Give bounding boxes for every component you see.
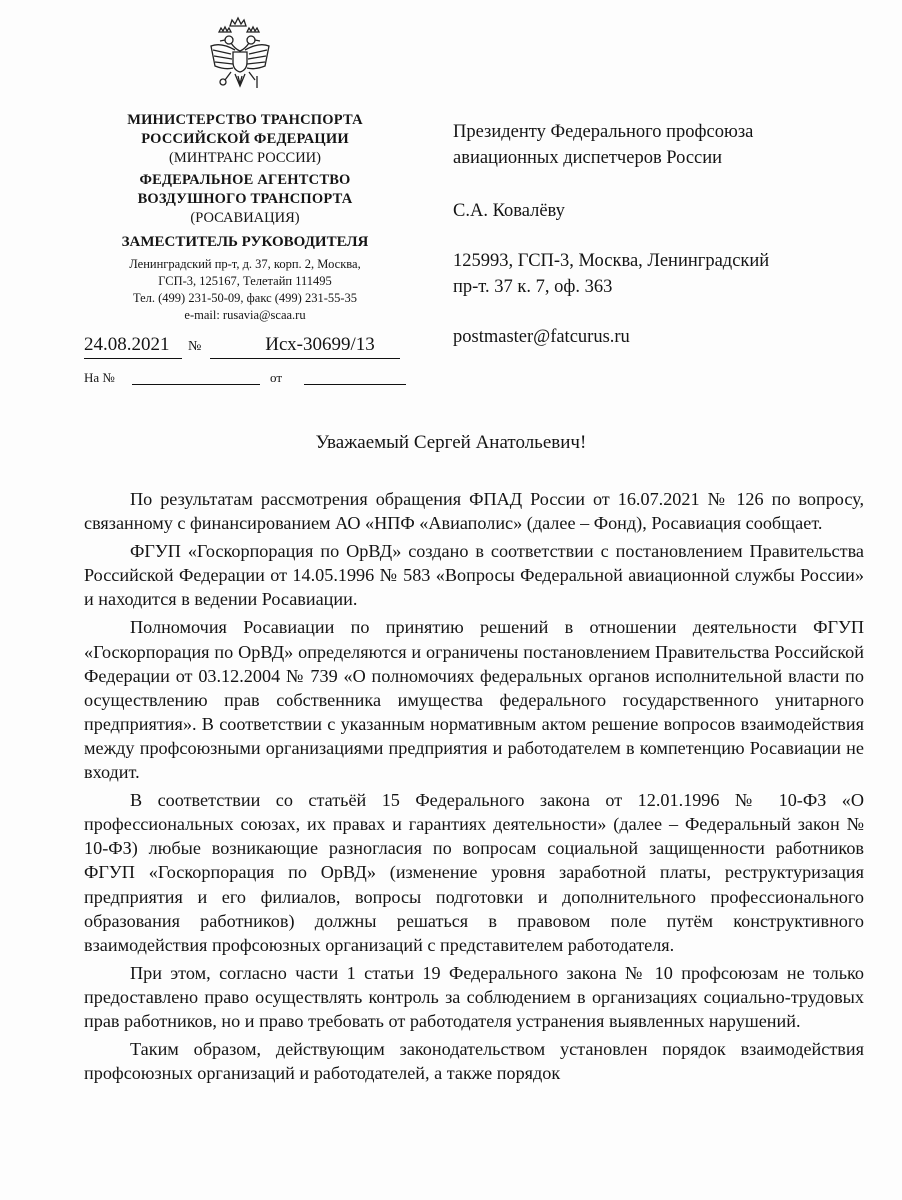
agency-email: e-mail: rusavia@scaa.ru: [184, 308, 306, 322]
outgoing-number: Исх-30699/13: [265, 334, 375, 355]
agency-name-line2: ВОЗДУШНОГО ТРАНСПОРТА: [137, 191, 353, 207]
reference-number-label: На №: [84, 370, 115, 385]
reference-date-blank: [304, 384, 406, 385]
coat-of-arms-emblem: [205, 14, 275, 94]
reference-date-label: от: [270, 370, 283, 385]
body-paragraph: По результатам рассмотрения обращения ФПАД России от 16.07.2021 № 126 по вопросу, связанному с финансированием АО «НПФ «Авиаполис» (далее – Фонд), Росавиация сообщает.: [84, 489, 864, 534]
agency-phones: Тел. (499) 231-50-09, факс (499) 231-55-35: [132, 291, 358, 305]
agency-name-line1: ФЕДЕРАЛЬНОЕ АГЕНТСТВО: [139, 172, 351, 188]
salutation: Уважаемый Сергей Анатольевич!: [315, 432, 587, 453]
body-paragraph: ФГУП «Госкорпорация по ОрВД» создано в соответствии с постановлением Правительства Российской Федерации от 14.05.1996 № 583 «Вопросы Федеральной авиационной службы России» и находится в ведении Росавиации.: [84, 541, 864, 610]
ministry-name-line1: МИНИСТЕРСТВО ТРАНСПОРТА: [127, 112, 363, 128]
addressee-name: С.А. Ковалёву: [453, 201, 565, 221]
addressee-title-line2: авиационных диспетчеров России: [453, 148, 723, 168]
addressee-address-line1: 125993, ГСП-3, Москва, Ленинградский: [453, 251, 770, 271]
ministry-short-name: (МИНТРАНС РОССИИ): [169, 150, 321, 166]
letterhead: [86, 111, 404, 324]
addressee-title-line1: Президенту Федерального профсоюза: [453, 122, 754, 142]
body-paragraph: Полномочия Росавиации по принятию решений в отношении деятельности ФГУП «Госкорпорация по ОрВД» определяются и ограничены постановлением Правительства Российской Федерации от 03.12.2004 № 739 «О полномочиях федеральных органов исполнительной власти по осуществлению прав собственника имущества федерального государственного унитарного предприятия». В соответствии с указанным нормативным актом решение вопросов взаимодействия между профсоюзными организациями предприятия и работодателем в компетенцию Росавиации не входит.: [84, 617, 864, 783]
reference-number-blank: [132, 384, 260, 385]
body-paragraph: В соответствии со статьёй 15 Федерального закона от 12.01.1996 № 10-ФЗ «О профессиональных союзах, их правах и гарантиях деятельности» (далее – Федеральный закон № 10-ФЗ) любые возникающие разногласия по вопросам социальной защищенности работников ФГУП «Госкорпорация по ОрВД» (изменение уровня заработной платы, реструктуризация предприятия и его филиалов, вопросы подготовки и дополнительного профессионального образования работников) должны решаться в правовом поле путём конструктивного взаимодействия профсоюзных организаций с представителем работодателя.: [84, 790, 864, 955]
registration-row: [84, 334, 404, 360]
body-paragraph: При этом, согласно части 1 статьи 19 Федерального закона № 10 профсоюзам не только предоставлено право осуществлять контроль за соблюдением в организациях социально-трудовых прав работников, но и право требовать от работодателя устранения выявленных нарушений.: [84, 962, 864, 1031]
deputy-title: ЗАМЕСТИТЕЛЬ РУКОВОДИТЕЛЯ: [121, 234, 369, 250]
reference-row: [84, 368, 406, 390]
ministry-name-line2: РОССИЙСКОЙ ФЕДЕРАЦИИ: [141, 131, 349, 147]
agency-address-line2: ГСП-3, 125167, Телетайп 111495: [158, 274, 332, 288]
letter-body: [84, 487, 864, 1085]
addressee-address-line2: пр-т. 37 к. 7, оф. 363: [453, 277, 613, 297]
agency-short-name: (РОСАВИАЦИЯ): [190, 210, 300, 226]
number-label: №: [188, 339, 202, 354]
addressee-email: postmaster@fatcurus.ru: [453, 327, 630, 347]
body-paragraph: Таким образом, действующим законодательством установлен порядок взаимодействия профсоюзных организаций и работодателей, а также порядок: [84, 1039, 864, 1084]
agency-address-line1: Ленинградский пр-т, д. 37, корп. 2, Москва,: [129, 257, 361, 271]
outgoing-date: 24.08.2021: [84, 334, 170, 355]
